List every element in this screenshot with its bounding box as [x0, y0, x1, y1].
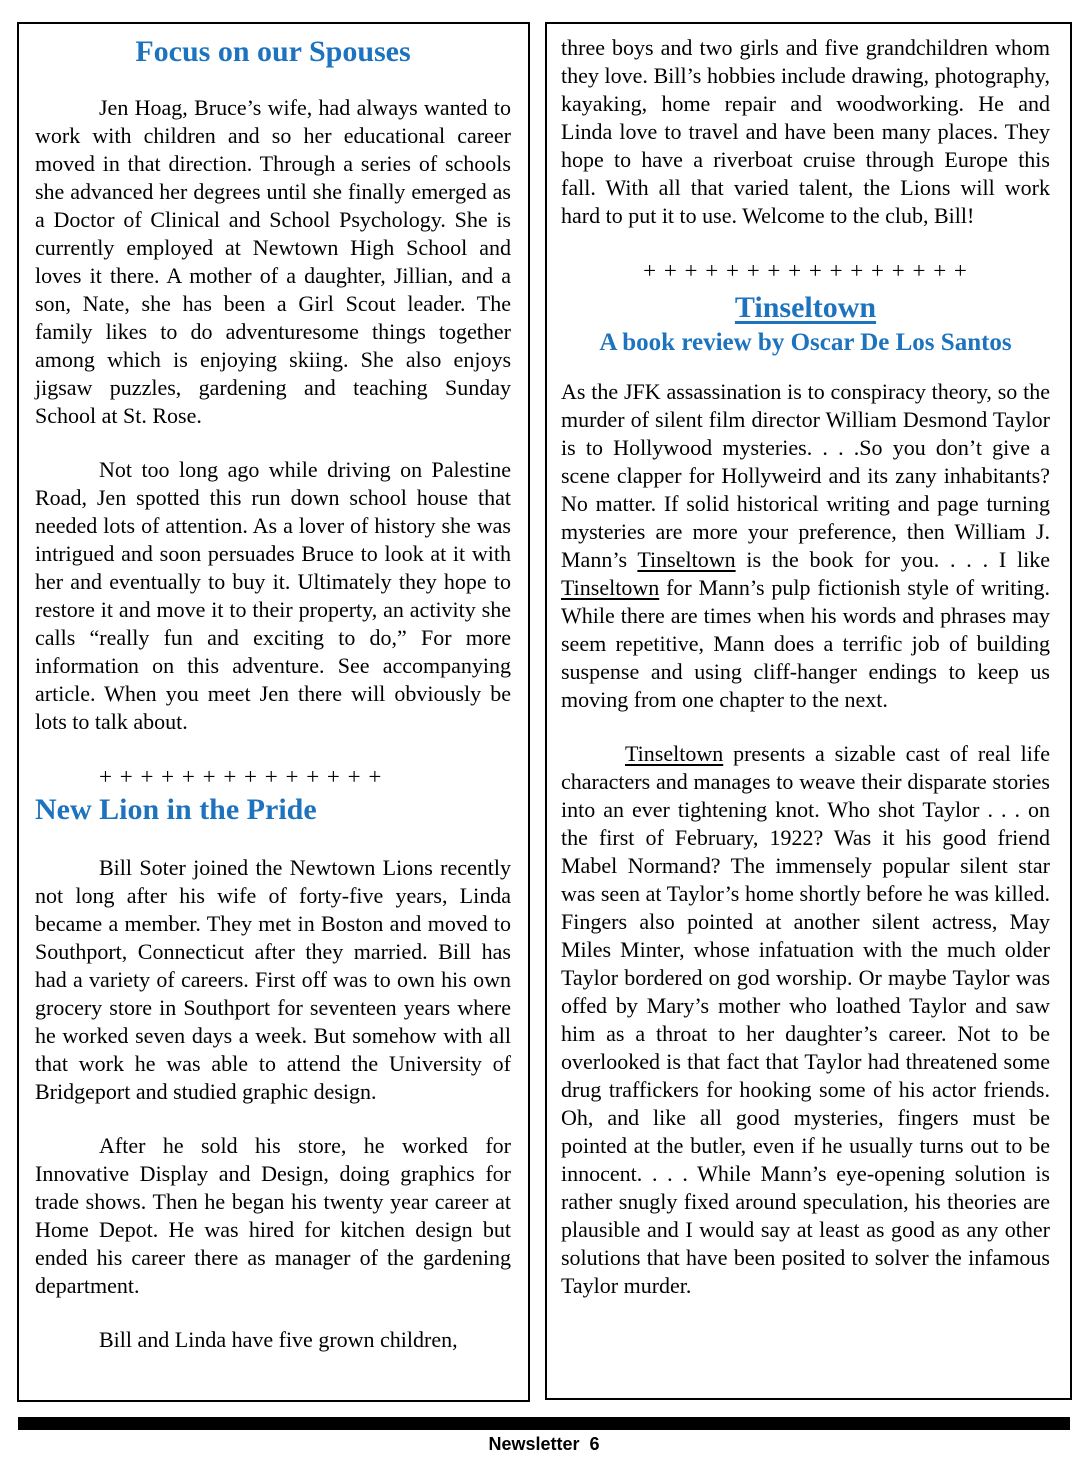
- paragraph-review-cast: [561, 740, 1050, 1300]
- right-column: [545, 22, 1072, 1400]
- tinseltown-heading: Tinseltown: [734, 291, 877, 324]
- focus-on-spouses-heading: Focus on our Spouses: [135, 35, 411, 68]
- plus-divider-left: + + + + + + + + + + + + + +: [99, 764, 383, 789]
- book-title-underlined: Tinseltown: [637, 547, 736, 572]
- footer-rule: [18, 1417, 1070, 1430]
- paragraph-bill-homedepot: After he sold his store, he worked for Innovative Display and Design, doing graphics for trade shows. Then he began his twenty year career at Home Depot. He was hired for kitchen design but ended his career there as manager of the gardening department.: [35, 1133, 511, 1298]
- text-segment: As the JFK assassination is to conspiracy theory, so the murder of silent film director William Desmond Taylor is to Hollywood mysteries. . . .So you don’t give a scene clapper for Hollyweird and its zany inhabitants? No matter. If solid historical writing and page turning mysteries are more your preference, then William J. Mann’s: [561, 379, 1050, 572]
- left-column: [17, 22, 530, 1402]
- paragraph-bill-careers: Bill Soter joined the Newtown Lions recently not long after his wife of forty-five years, Linda became a member. They met in Boston and moved to Southport, Connecticut after they married. Bill has had a variety of careers. First off was to own his own grocery store in Southport for seventeen years where he worked seven days a week. But somehow with all that work he was able to attend the University of Bridgeport and studied graphic design.: [35, 855, 511, 1104]
- text-segment: for Mann’s pulp fictionish style of writing. While there are times when his words and phrases may seem repetitive, Mann does a terrific job of building suspense and using cliff-hanger endings to keep us moving from one chapter to the next.: [561, 575, 1050, 712]
- text-segment: presents a sizable cast of real life characters and manages to weave their disparate stories into an ever tightening knot. Who shot Taylor . . . on the first of February, 1922? Was it his good friend Mabel Normand? The immensely popular silent star was seen at Taylor’s home shortly before he was killed. Fingers also pointed at another silent actress, May Miles Minter, whose infatuation with the much older Taylor bordered on god worship. Or maybe Taylor was offed by Mary’s mother who loathed Taylor and saw him as a throat to her daughter’s career. Not to be overlooked is that fact that Taylor had threatened some drug traffickers for hooking some of his actor friends. Oh, and like all good mysteries, fingers must be pointed at the butler, even if he usually turns out to be innocent. . . . While Mann’s eye-opening solution is rather snugly fixed around speculation, his theories are plausible and I would say at least as good as any other solutions that have been posited to solver the infamous Taylor murder.: [561, 741, 1050, 1298]
- paragraph-bill-continued: three boys and two girls and five grandchildren whom they love. Bill’s hobbies include drawing, photography, kayaking, home repair and woodworking. He and Linda love to travel and have been many places. They hope to have a riverboat cruise through Europe this fall. With all that varied talent, the Lions will work hard to put it to use. Welcome to the club, Bill!: [561, 35, 1050, 228]
- book-review-byline: A book review by Oscar De Los Santos: [599, 329, 1012, 356]
- page-number: Newsletter 6: [488, 1434, 600, 1454]
- text-segment: is the book for you. . . . I like: [735, 547, 1050, 572]
- plus-divider-right: + + + + + + + + + + + + + + + +: [643, 258, 968, 283]
- paragraph-jen-intro: Jen Hoag, Bruce’s wife, had always wanted to work with children and so her educational career moved in that direction. Through a series of schools she advanced her degrees until she finally emerged as a Doctor of Clinical and School Psychology. She is currently employed at Newtown High School and loves it there. A mother of a daughter, Jillian, and a son, Nate, she has been a Girl Scout leader. The family likes to do adventuresome things together among which is enjoying skiing. She also enjoys jigsaw puzzles, gardening and teaching Sunday School at St. Rose.: [35, 95, 511, 428]
- paragraph-bill-children: Bill and Linda have five grown children,: [99, 1327, 458, 1352]
- new-lion-heading: New Lion in the Pride: [35, 793, 317, 826]
- paragraph-jen-schoolhouse: Not too long ago while driving on Palestine Road, Jen spotted this run down school house that needed lots of attention. As a lover of history she was intrigued and soon persuades Bruce to look at it with her and eventually to buy it. Ultimately they hope to restore it and move it to their property, an activity she calls “really fun and exciting to do,” For more information on this adventure. See accompanying article. When you meet Jen there will obviously be lots to talk about.: [35, 457, 511, 734]
- book-title-underlined: Tinseltown: [625, 741, 724, 766]
- book-title-underlined: Tinseltown: [561, 575, 660, 600]
- paragraph-review-intro: [561, 378, 1050, 714]
